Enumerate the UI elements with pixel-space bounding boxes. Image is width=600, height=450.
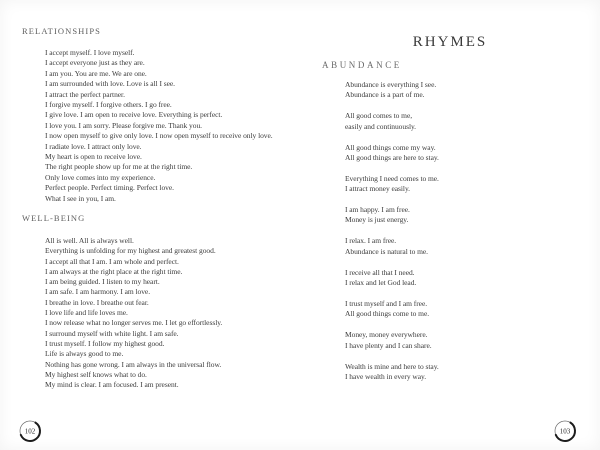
affirmation-list-relationships	[45, 48, 273, 204]
affirmation-line: I accept myself. I love myself.	[45, 48, 135, 57]
affirmation-line: I am being guided. I listen to my heart.	[45, 277, 160, 287]
section-heading-well-being: WELL-BEING	[22, 213, 86, 223]
affirmation-stanza	[345, 299, 439, 319]
affirmation-line: I relax and let God lead.	[345, 277, 417, 287]
affirmation-line: Money, money everywhere.	[345, 330, 428, 340]
affirmation-line: I am surrounded with love. Love is all I see.	[45, 79, 176, 89]
affirmation-line: I now open myself to give only love. I now open myself to receive only love.	[45, 131, 273, 141]
affirmation-line: I attract the perfect partner.	[45, 89, 125, 99]
affirmation-stanza	[345, 174, 439, 194]
affirmation-line: I am safe. I am harmony. I am love.	[45, 287, 151, 297]
affirmation-line: I forgive myself. I forgive others. I go free.	[45, 100, 172, 110]
affirmation-list-well-being	[45, 236, 222, 390]
affirmation-line: My highest self knows what to do.	[45, 369, 147, 379]
affirmation-line: I am happy. I am free.	[345, 205, 410, 215]
affirmation-line: I accept all that I am. I am whole and perfect.	[45, 256, 179, 266]
affirmation-line: easily and continuously.	[345, 121, 417, 131]
affirmation-stanza	[345, 205, 439, 225]
affirmation-stanza	[345, 362, 439, 382]
affirmation-stanza	[345, 330, 439, 350]
page-number-left: 102	[24, 427, 36, 436]
affirmation-stanzas-abundance	[345, 80, 439, 393]
section-heading-relationships: RELATIONSHIPS	[22, 26, 102, 36]
affirmation-line: Life is always good to me.	[45, 349, 124, 359]
page-right	[300, 0, 600, 450]
affirmation-stanza	[345, 236, 439, 256]
affirmation-line: All good things come my way.	[345, 142, 436, 152]
affirmation-line: Abundance is everything I see.	[345, 80, 437, 89]
affirmation-line: I surround myself with white light. I am safe.	[45, 328, 179, 338]
page-number-right: 103	[559, 427, 571, 436]
affirmation-line: Everything I need comes to me.	[345, 173, 439, 183]
affirmation-line: My mind is clear. I am focused. I am present.	[45, 380, 179, 390]
page-title-rhymes: RHYMES	[412, 34, 488, 50]
page-number-circle-right	[552, 418, 578, 444]
affirmation-stanza	[345, 268, 439, 288]
affirmation-line: I have plenty and I can share.	[345, 340, 432, 350]
affirmation-line: All is well. All is always well.	[45, 236, 134, 245]
affirmation-line: I am always at the right place at the right time.	[45, 266, 183, 276]
affirmation-line: I love you. I am sorry. Please forgive me. Thank you.	[45, 120, 202, 130]
affirmation-line: Abundance is natural to me.	[345, 246, 428, 256]
affirmation-line: I trust myself. I follow my highest good.	[45, 338, 165, 348]
affirmation-line: I accept everyone just as they are.	[45, 58, 145, 68]
affirmation-line: I now release what no longer serves me. I let go effortlessly.	[45, 318, 223, 328]
affirmation-line: Wealth is mine and here to stay.	[345, 361, 439, 371]
affirmation-stanza	[345, 111, 439, 131]
affirmation-line: Nothing has gone wrong. I am always in the universal flow.	[45, 359, 222, 369]
affirmation-stanza	[345, 143, 439, 163]
affirmation-line: What I see in you, I am.	[45, 193, 116, 203]
affirmation-line: I breathe in love. I breathe out fear.	[45, 297, 149, 307]
affirmation-line: Abundance is a part of me.	[345, 90, 425, 100]
affirmation-line: All good things come to me.	[345, 309, 430, 319]
affirmation-line: All good comes to me,	[345, 111, 413, 121]
affirmation-line: Perfect people. Perfect timing. Perfect love.	[45, 183, 174, 193]
page-number-circle-left	[17, 418, 43, 444]
affirmation-line: I attract money easily.	[345, 184, 411, 194]
affirmation-line: All good things are here to stay.	[345, 152, 439, 162]
section-heading-abundance: ABUNDANCE	[322, 60, 402, 70]
affirmation-stanza	[345, 80, 439, 100]
affirmation-line: I trust myself and I am free.	[345, 299, 428, 309]
affirmation-line: Everything is unfolding for my highest and greatest good.	[45, 246, 216, 256]
affirmation-line: I love life and life loves me.	[45, 308, 128, 318]
affirmation-line: My heart is open to receive love.	[45, 152, 142, 162]
affirmation-line: I receive all that I need.	[345, 267, 415, 277]
affirmation-line: I relax. I am free.	[345, 236, 397, 246]
affirmation-line: The right people show up for me at the right time.	[45, 162, 193, 172]
affirmation-line: I radiate love. I attract only love.	[45, 141, 142, 151]
affirmation-line: I have wealth in every way.	[345, 371, 427, 381]
affirmation-line: I give love. I am open to receive love. Everything is perfect.	[45, 110, 223, 120]
affirmation-line: Money is just energy.	[345, 215, 409, 225]
affirmation-line: Only love comes into my experience.	[45, 172, 156, 182]
affirmation-line: I am you. You are me. We are one.	[45, 68, 147, 78]
